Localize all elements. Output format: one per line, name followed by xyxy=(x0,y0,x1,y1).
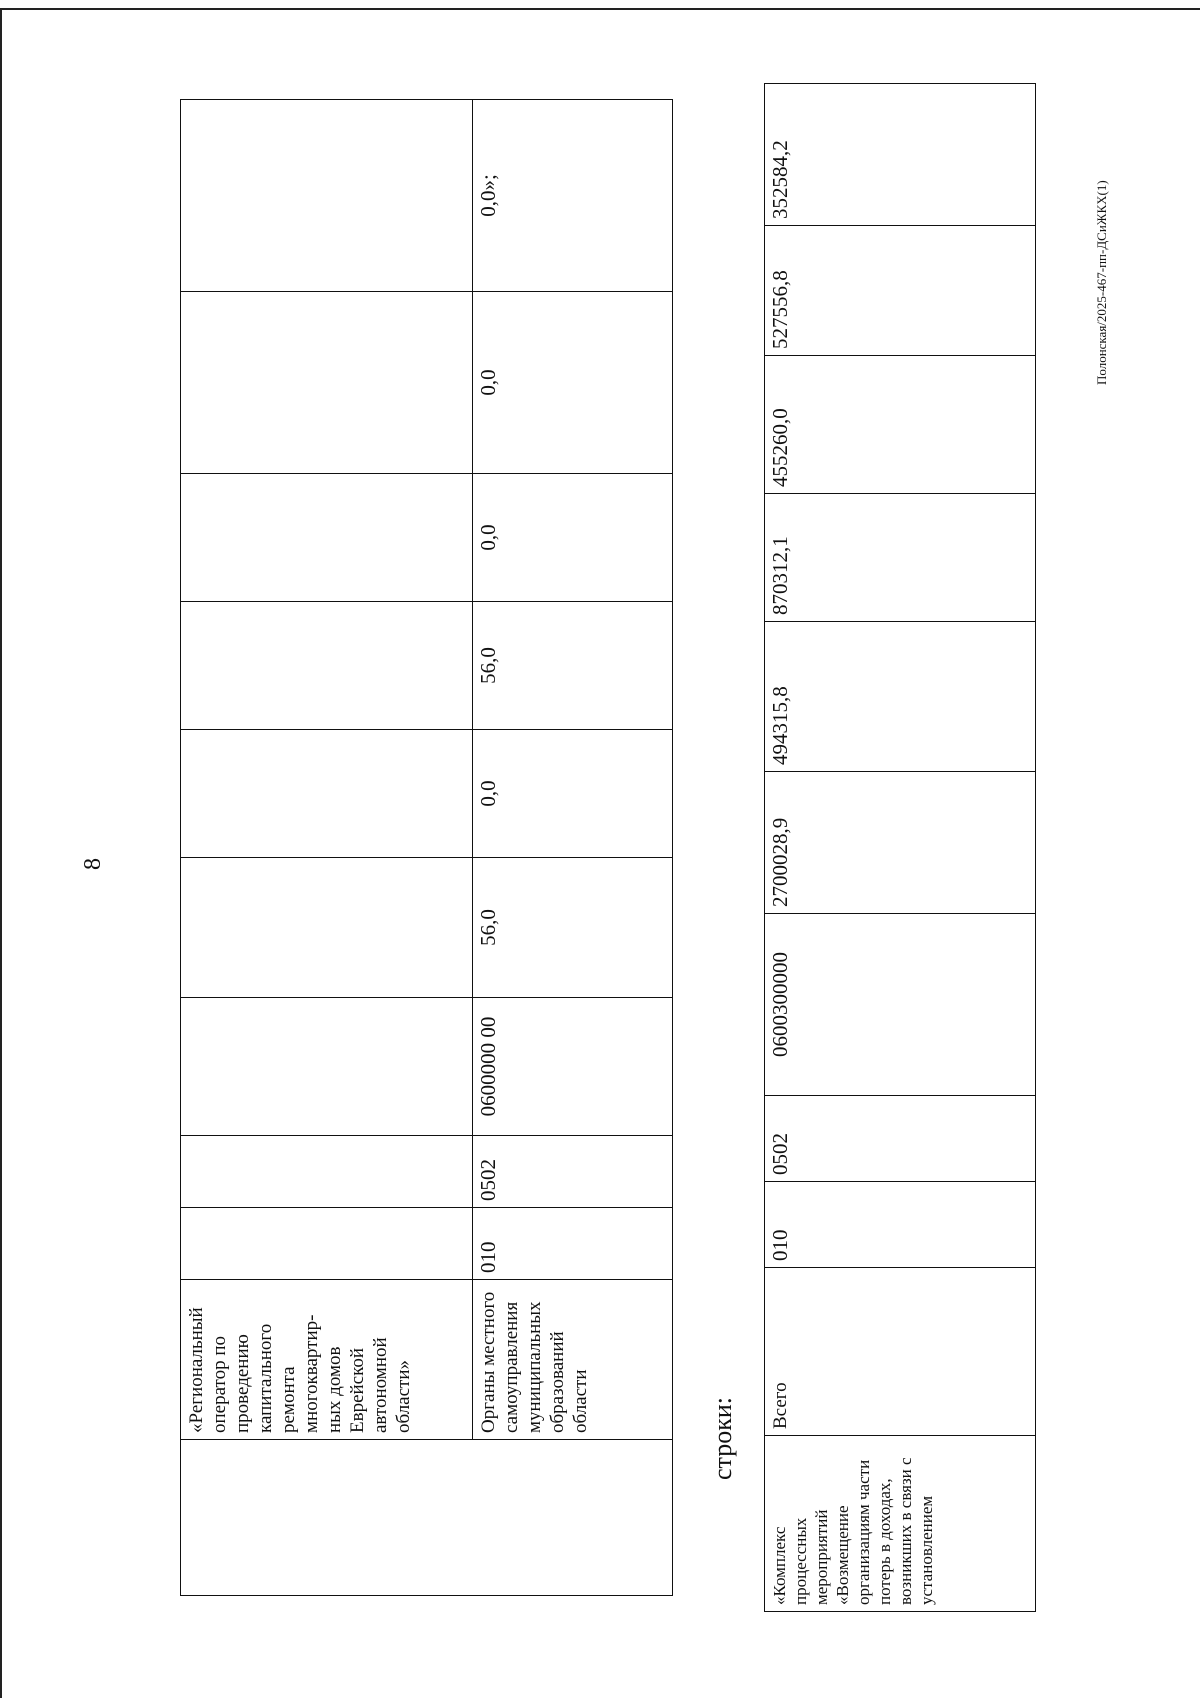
table-cell: 010 xyxy=(765,1182,1036,1268)
table-cell: 0,0 xyxy=(473,292,673,474)
table-cell: 56,0 xyxy=(473,602,673,730)
table-cell: 0600000 00 xyxy=(473,998,673,1136)
table-cell xyxy=(181,474,473,602)
table-cell xyxy=(181,858,473,998)
table-cell: 352584,2 xyxy=(765,84,1036,226)
table-cell: 0,0 xyxy=(473,474,673,602)
table-cell: 0502 xyxy=(765,1096,1036,1182)
table-2-container xyxy=(764,84,1036,1612)
table-cell: 527556,8 xyxy=(765,226,1036,356)
footer-reference: Полонская/2025-467-пп-ДСиЖКХ(1) xyxy=(1094,180,1109,385)
table-cell: Органы местного самоуправления муниципальных образований области xyxy=(473,1280,673,1440)
page-border-top xyxy=(0,8,1200,10)
table-cell: 2700028,9 xyxy=(765,772,1036,914)
table-cell: 010 xyxy=(473,1208,673,1280)
table-row xyxy=(181,100,473,1596)
table-cell: «Региональный оператор по проведению капитального ремонта многоквартир-ных домов Еврейской автономной области» xyxy=(181,1280,473,1440)
table-1 xyxy=(180,99,673,1596)
table-cell xyxy=(181,602,473,730)
table-cell xyxy=(181,1136,473,1208)
table-cell: 0600300000 xyxy=(765,914,1036,1096)
table-cell: 0,0»; xyxy=(473,100,673,292)
table-cell: 870312,1 xyxy=(765,494,1036,622)
table-cell xyxy=(181,1440,673,1596)
table-cell: Всего xyxy=(765,1268,1036,1436)
table-1-container xyxy=(180,100,672,1596)
table-cell: 455260,0 xyxy=(765,356,1036,494)
table-cell xyxy=(181,730,473,858)
table-cell xyxy=(181,100,473,292)
table-row xyxy=(765,84,1036,1612)
table-2 xyxy=(764,83,1036,1612)
table-cell: 56,0 xyxy=(473,858,673,998)
table-cell: 0,0 xyxy=(473,730,673,858)
table-cell xyxy=(181,1208,473,1280)
table-cell: 0502 xyxy=(473,1136,673,1208)
table-cell xyxy=(181,998,473,1136)
table-cell: 494315,8 xyxy=(765,622,1036,772)
rows-label: строки: xyxy=(708,1397,737,1480)
table-cell xyxy=(181,292,473,474)
table-row xyxy=(473,100,673,1596)
table-cell: «Комплекс процессных мероприятий «Возмещение организациям части потерь в доходах, возникших в связи с установлением xyxy=(765,1436,1036,1612)
page-border-left xyxy=(0,8,2,1698)
page-number: 8 xyxy=(80,858,106,870)
